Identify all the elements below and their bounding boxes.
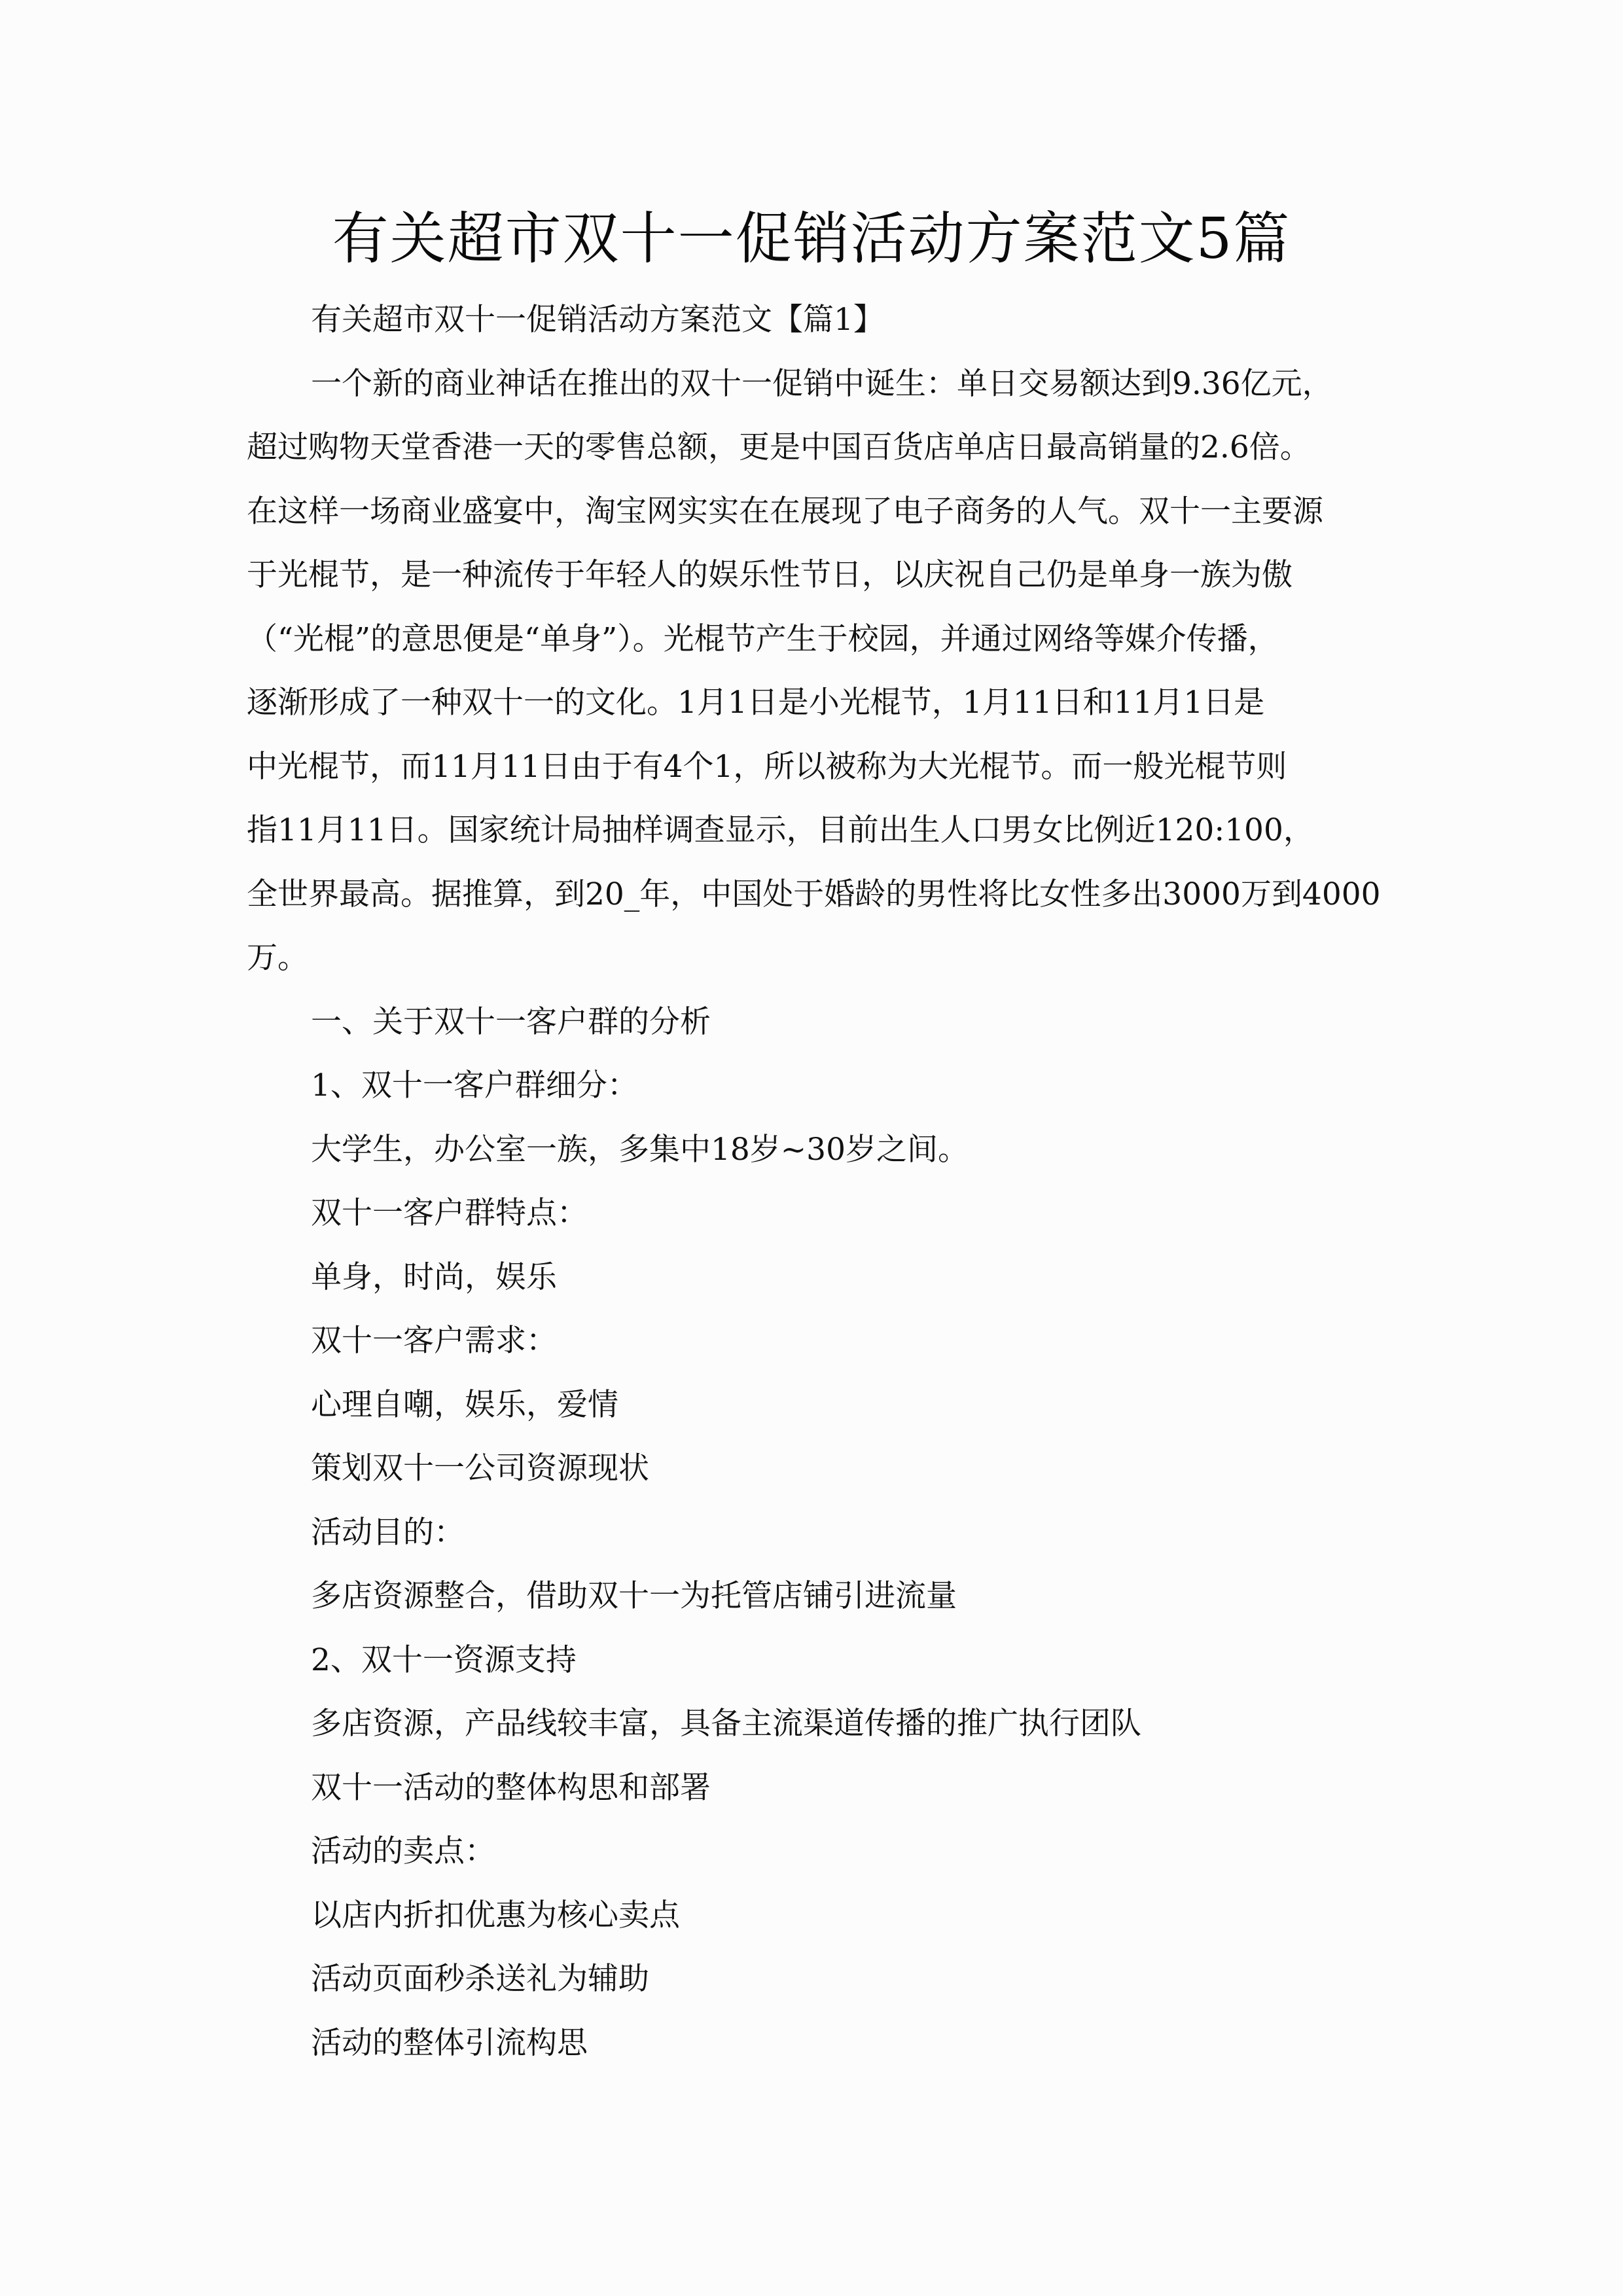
paragraph-line: 超过购物天堂香港一天的零售总额，更是中国百货店单店日最高销量的2.6倍。 bbox=[247, 429, 1311, 465]
paragraph-line: 在这样一场商业盛宴中，淘宝网实实在在展现了电子商务的人气。双十一主要源 bbox=[247, 493, 1323, 529]
list-item: 心理自嘲，娱乐，爱情 bbox=[311, 1386, 618, 1423]
paragraph-line: 逐渐形成了一种双十一的文化。1月1日是小光棍节，1月11日和11月1日是 bbox=[247, 685, 1265, 721]
paragraph-line: 一个新的商业神话在推出的双十一促销中诞生：单日交易额达到9.36亿元， bbox=[311, 365, 1333, 402]
list-item: 多店资源整合，借助双十一为托管店铺引进流量 bbox=[311, 1578, 957, 1614]
intro-paragraph bbox=[247, 352, 1379, 990]
subheading-overall-plan: 双十一活动的整体构思和部署 bbox=[311, 1769, 711, 1806]
subheading-activity-goal: 活动目的： bbox=[311, 1514, 465, 1551]
subheading-selling-points: 活动的卖点： bbox=[311, 1833, 495, 1869]
subheading-customer-needs: 双十一客户需求： bbox=[311, 1323, 557, 1359]
paragraph-line: 指11月11日。国家统计局抽样调查显示，目前出生人口男女比例近120:100， bbox=[247, 812, 1314, 848]
list-item: 以店内折扣优惠为核心卖点 bbox=[311, 1897, 680, 1933]
paragraph-line: 万。 bbox=[247, 940, 308, 976]
list-item: 单身，时尚，娱乐 bbox=[311, 1259, 557, 1295]
paragraph-line: 中光棍节，而11月11日由于有4个1，所以被称为大光棍节。而一般光棍节则 bbox=[247, 748, 1287, 785]
list-item: 活动页面秒杀送礼为辅助 bbox=[311, 1961, 649, 1997]
heading-customer-analysis: 一、关于双十一客户群的分析 bbox=[311, 1003, 711, 1040]
paragraph-line: 于光棍节，是一种流传于年轻人的娱乐性节日，以庆祝自己仍是单身一族为傲 bbox=[247, 557, 1293, 593]
paragraph-line: 全世界最高。据推算，到20_年，中国处于婚龄的男性将比女性多出3000万到4000 bbox=[247, 876, 1381, 912]
subheading-resources: 策划双十一公司资源现状 bbox=[311, 1450, 649, 1486]
paragraph-line: （“光棍”的意思便是“单身”）。光棍节产生于校园，并通过网络等媒介传播， bbox=[247, 620, 1279, 657]
document-title: 有关超市双十一促销活动方案范文5篇 bbox=[332, 206, 1291, 272]
section-heading: 有关超市双十一促销活动方案范文【篇1】 bbox=[311, 302, 884, 338]
subheading-resource-support: 2、双十一资源支持 bbox=[311, 1641, 577, 1678]
list-item: 多店资源，产品线较丰富，具备主流渠道传播的推广执行团队 bbox=[311, 1706, 1141, 1742]
list-item: 活动的整体引流构思 bbox=[311, 2024, 588, 2061]
subheading-customer-segments: 1、双十一客户群细分： bbox=[311, 1067, 638, 1103]
document-body bbox=[247, 288, 1379, 2075]
subheading-customer-traits: 双十一客户群特点： bbox=[311, 1195, 588, 1231]
list-item: 大学生，办公室一族，多集中18岁~30岁之间。 bbox=[311, 1131, 969, 1168]
